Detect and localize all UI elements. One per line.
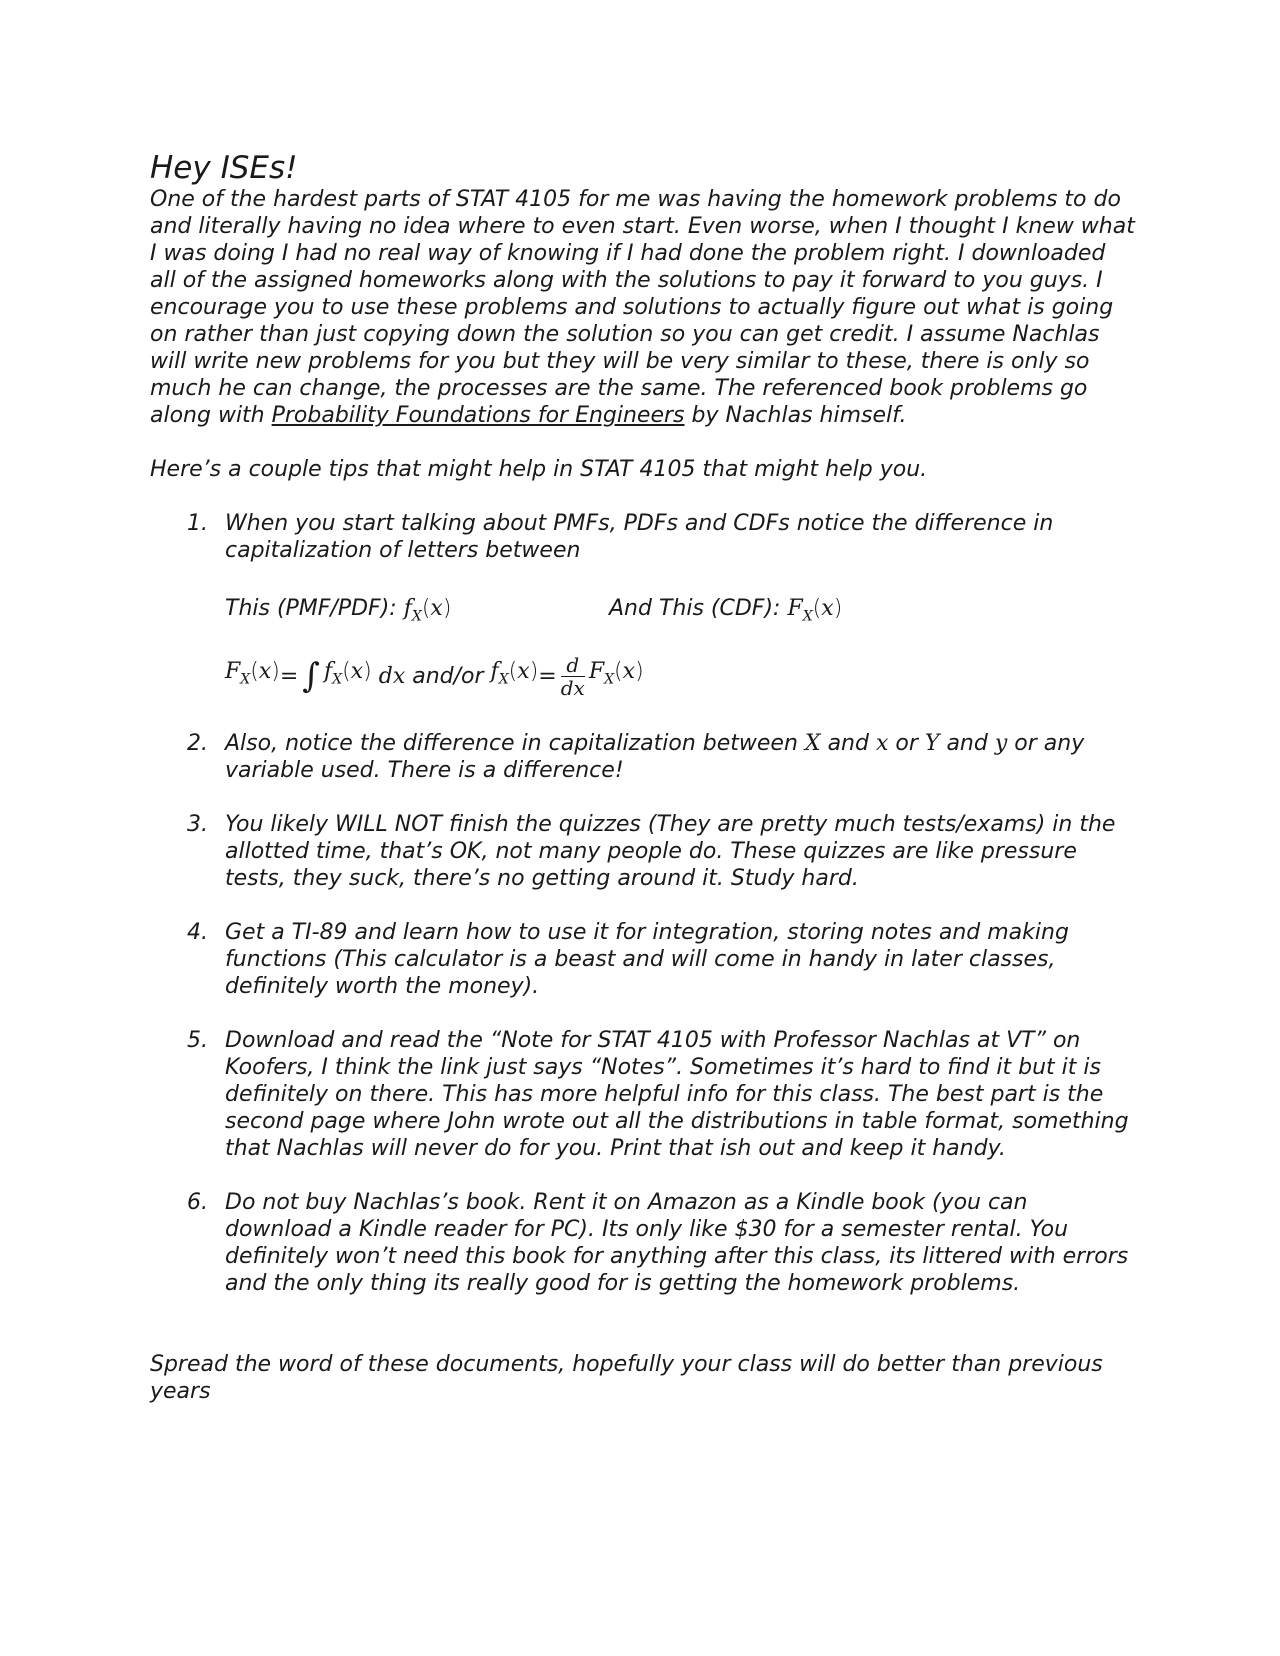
cdf-label: And This (CDF): — [609, 596, 781, 621]
pmf-notation — [225, 591, 609, 634]
intro-paragraph — [150, 186, 1135, 429]
variable-x: x — [875, 731, 889, 756]
pmf-symbol: $f_X(x)$ — [403, 596, 452, 625]
list-item — [150, 919, 1135, 1000]
equals-sign: = — [538, 663, 557, 689]
pmf-symbol: $f_X(x)$ — [490, 659, 539, 688]
pmf-symbol: $f_X(x)$ — [324, 659, 372, 688]
pmf-cdf-notation — [225, 591, 1135, 627]
tips-heading: Here’s a couple tips that might help in STAT 4105 that might help you. — [150, 457, 928, 482]
cdf-symbol: $F_X(x)$ — [588, 659, 644, 688]
intro-text-end: by Nachlas himself. — [684, 403, 907, 428]
differential: dx — [378, 663, 406, 689]
list-number: 6. — [187, 1190, 208, 1215]
tips-list — [150, 510, 1135, 1297]
closing-paragraph: Spread the word of these documents, hopefully your class will do better than previous years — [150, 1352, 1103, 1404]
tip-text: When you start talking about PMFs, PDFs and CDFs notice the difference in capitalization of letters between — [225, 511, 1054, 563]
tip-text: Do not buy Nachlas’s book. Rent it on Amazon as a Kindle book (you can download a Kindle reader for PC). Its only like $30 for a semester rental. You definitely won’t need this book for anything after this class, its littered with errors and the only thing its really good for is getting the homework problems. — [225, 1190, 1129, 1296]
list-number: 4. — [187, 920, 208, 945]
tip-text: Also, notice the difference in capitalization between X and x or Y and y or any variable used. There is a difference! — [225, 731, 1085, 783]
pmf-label: This (PMF/PDF): — [225, 596, 397, 621]
list-item — [150, 811, 1135, 892]
list-item — [150, 1027, 1135, 1162]
cdf-notation — [609, 596, 843, 625]
fraction-numerator: d — [566, 652, 580, 677]
document-page — [150, 150, 1135, 1427]
tip-text: Get a TI-89 and learn how to use it for integration, storing notes and making functions (This calculator is a beast and will come in handy in later classes, definitely worth the money). — [225, 920, 1069, 999]
list-number: 5. — [187, 1028, 208, 1053]
page-title: Hey ISEs! — [150, 150, 298, 186]
integral-sign: ∫ — [302, 655, 320, 696]
variable-X: X — [804, 731, 821, 756]
derivative-fraction — [561, 654, 585, 699]
list-number: 1. — [187, 511, 208, 536]
book-title-link[interactable]: Probability Foundations for Engineers — [271, 403, 685, 428]
list-item — [150, 1189, 1135, 1297]
list-number: 2. — [187, 731, 208, 756]
cdf-symbol: $F_X(x)$ — [225, 659, 280, 688]
list-item — [150, 510, 1135, 703]
pmf-cdf-formula — [225, 649, 1135, 703]
cdf-symbol: $F_X(x)$ — [787, 596, 843, 625]
intro-text: One of the hardest parts of STAT 4105 for me was having the homework problems to do and literally having no idea where to even start. Even worse, when I thought I knew what I was doing I had no real way of knowing if I had done the problem right. I downloaded all of the assigned homeworks along with the solutions to pay it forward to you guys. I encourage you to use these problems and solutions to actually figure out what is going on rather than just copying down the solution so you can get credit. I assume Nachlas will write new problems for you but they will be very similar to these, there is only so much he can change, the processes are the same. The referenced book problems go along with — [150, 187, 1135, 428]
spacer — [150, 429, 1135, 456]
fraction-denominator: dx — [560, 675, 585, 700]
list-number: 3. — [187, 812, 208, 837]
tip-text: Download and read the “Note for STAT 4105 with Professor Nachlas at VT” on Koofers, I think the link just says “Notes”. Sometimes it’s hard to find it but it is definitely on there. This has more helpful info for this class. The best part is the second page where John wrote out all the distributions in table format, something that Nachlas will never do for you. Print that ish out and keep it handy. — [225, 1028, 1129, 1161]
equals-sign: = — [279, 663, 299, 689]
tip-text: You likely WILL NOT finish the quizzes (They are pretty much tests/exams) in the allotted time, that’s OK, not many people do. These quizzes are like pressure tests, they suck, there’s no getting around it. Study hard. — [225, 812, 1116, 891]
variable-y: y — [994, 731, 1008, 756]
list-item — [150, 730, 1135, 784]
variable-Y: Y — [924, 731, 940, 756]
and-or-text: and/or — [412, 663, 484, 689]
